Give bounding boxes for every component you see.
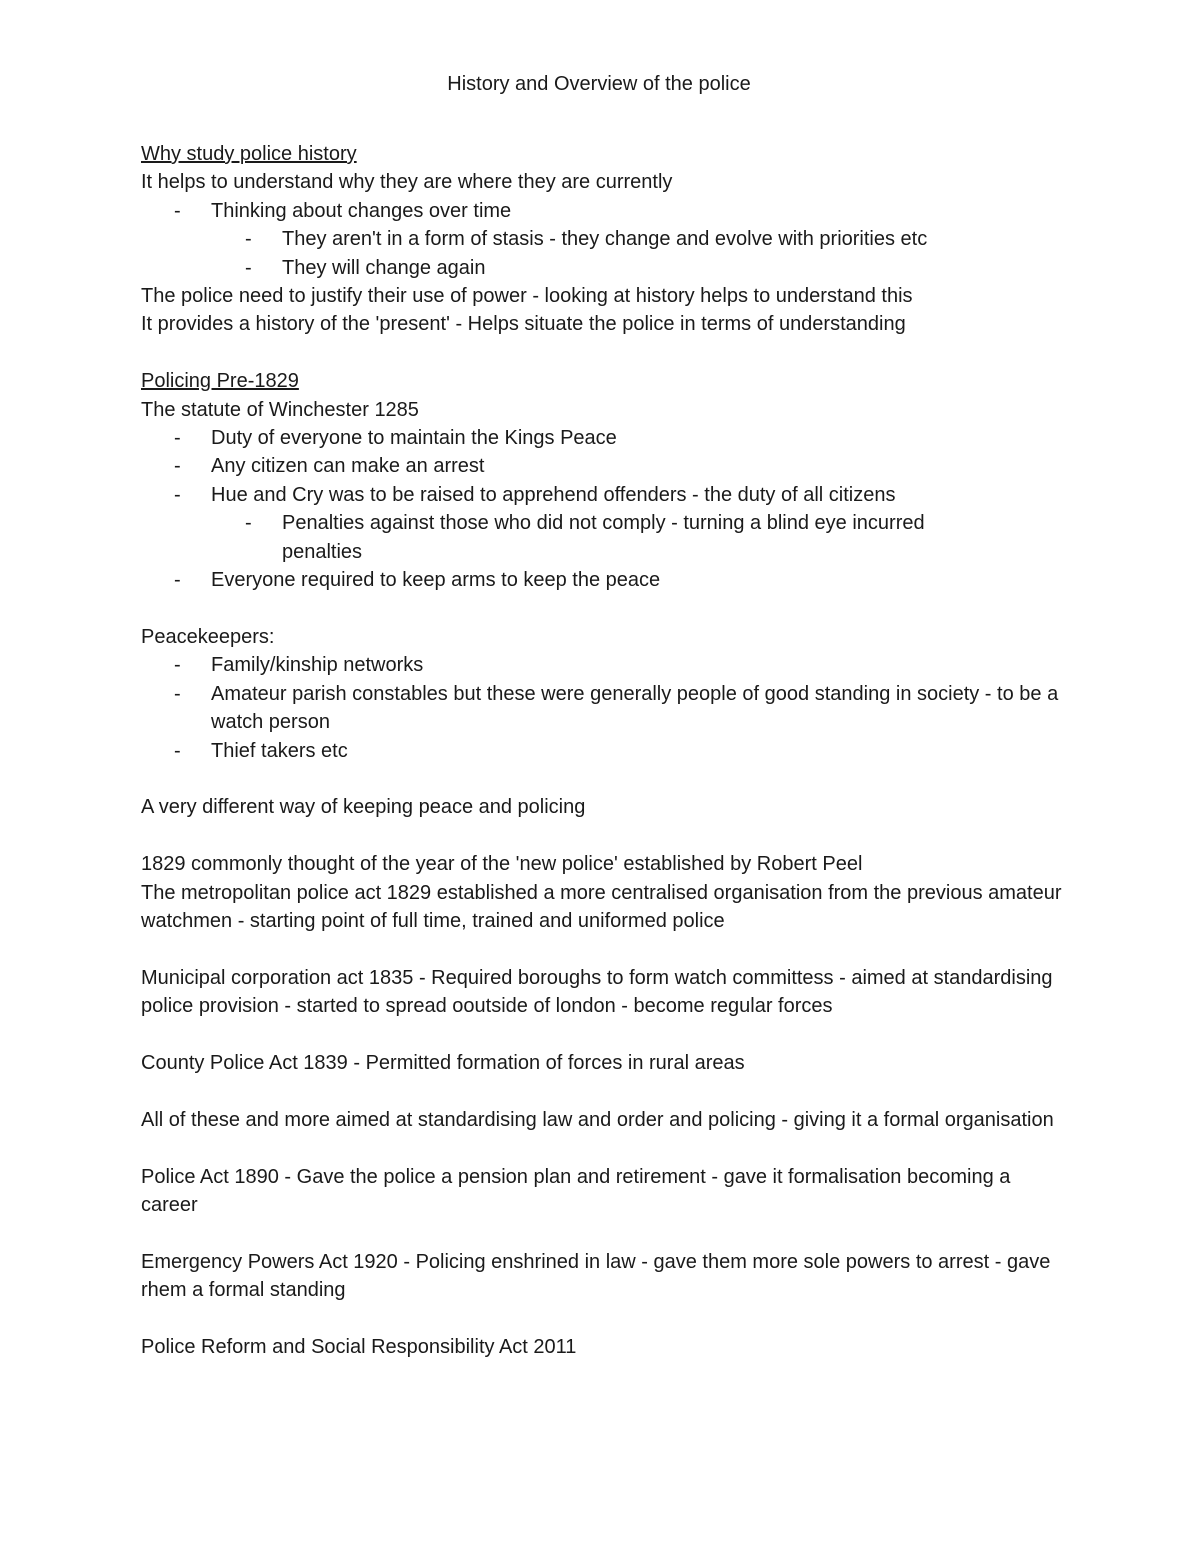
bullet-dash: - bbox=[174, 455, 181, 478]
bullet-dash: - bbox=[174, 654, 181, 677]
list-item bbox=[141, 566, 1066, 594]
list-item bbox=[141, 254, 1066, 282]
list-item-text: They aren't in a form of stasis - they change and evolve with priorities etc bbox=[282, 228, 928, 251]
list-item-text: They will change again bbox=[282, 256, 486, 279]
paragraph: The metropolitan police act 1829 established a more centralised organisation from the previous amateur watchmen - starting point of full time, trained and uniformed police bbox=[141, 881, 1062, 932]
bullet-dash: - bbox=[174, 682, 181, 705]
paragraph-peacekeepers: Peacekeepers: bbox=[141, 625, 275, 648]
list-item bbox=[141, 452, 1066, 480]
document-body bbox=[141, 140, 1066, 1361]
paragraph: County Police Act 1839 - Permitted formation of forces in rural areas bbox=[141, 1051, 745, 1074]
list-item-text: Thinking about changes over time bbox=[211, 199, 512, 222]
list-item bbox=[141, 424, 1066, 452]
paragraph: The statute of Winchester 1285 bbox=[141, 398, 419, 421]
list-item-text: Family/kinship networks bbox=[211, 654, 424, 677]
bullet-dash: - bbox=[245, 512, 252, 535]
paragraph: Police Reform and Social Responsibility Act 2011 bbox=[141, 1335, 577, 1358]
bullet-dash: - bbox=[245, 256, 252, 279]
list-item-text: Everyone required to keep arms to keep the peace bbox=[211, 569, 661, 592]
paragraph: Municipal corporation act 1835 - Required boroughs to form watch committess - aimed at standardising police provision - started to spread ooutside of london - become regular forces bbox=[141, 966, 1053, 1018]
paragraph: Emergency Powers Act 1920 - Policing enshrined in law - gave them more sole powers to arrest - gave rhem a formal standing bbox=[141, 1250, 1051, 1302]
list-item bbox=[141, 225, 1066, 253]
list-item-text: Penalties against those who did not comply - turning a blind eye incurred penalties bbox=[282, 512, 925, 563]
list-item bbox=[141, 197, 1066, 225]
list-item bbox=[141, 509, 1066, 566]
list-item-text: Amateur parish constables but these were generally people of good standing in society - to be a watch person bbox=[211, 682, 1059, 734]
list-item bbox=[141, 481, 1066, 509]
paragraph: 1829 commonly thought of the year of the 'new police' established by Robert Peel bbox=[141, 853, 863, 876]
list-item-text: Any citizen can make an arrest bbox=[211, 455, 485, 478]
list-item bbox=[141, 737, 1066, 765]
list-item bbox=[141, 680, 1066, 737]
document-title: History and Overview of the police bbox=[447, 73, 751, 95]
list-item-text: Thief takers etc bbox=[211, 739, 348, 762]
bullet-dash: - bbox=[174, 739, 181, 762]
paragraph: It helps to understand why they are where they are currently bbox=[141, 171, 673, 194]
list-item-text: Duty of everyone to maintain the Kings Peace bbox=[211, 427, 617, 450]
section-heading-pre-1829: Policing Pre-1829 bbox=[141, 370, 299, 393]
paragraph: Police Act 1890 - Gave the police a pension plan and retirement - gave it formalisation becoming a career bbox=[141, 1165, 1011, 1216]
list-item-text: Hue and Cry was to be raised to apprehend offenders - the duty of all citizens bbox=[211, 483, 896, 506]
bullet-dash: - bbox=[245, 228, 252, 251]
paragraph: The police need to justify their use of power - looking at history helps to understand this bbox=[141, 285, 913, 308]
bullet-dash: - bbox=[174, 427, 181, 450]
paragraph: A very different way of keeping peace and policing bbox=[141, 796, 586, 819]
section-heading-why-study: Why study police history bbox=[141, 143, 357, 165]
bullet-dash: - bbox=[174, 569, 181, 592]
paragraph: It provides a history of the 'present' - Helps situate the police in terms of understanding bbox=[141, 313, 906, 336]
paragraph: All of these and more aimed at standardising law and order and policing - giving it a formal organisation bbox=[141, 1108, 1054, 1131]
list-item bbox=[141, 651, 1066, 679]
bullet-dash: - bbox=[174, 199, 181, 222]
bullet-dash: - bbox=[174, 483, 181, 506]
